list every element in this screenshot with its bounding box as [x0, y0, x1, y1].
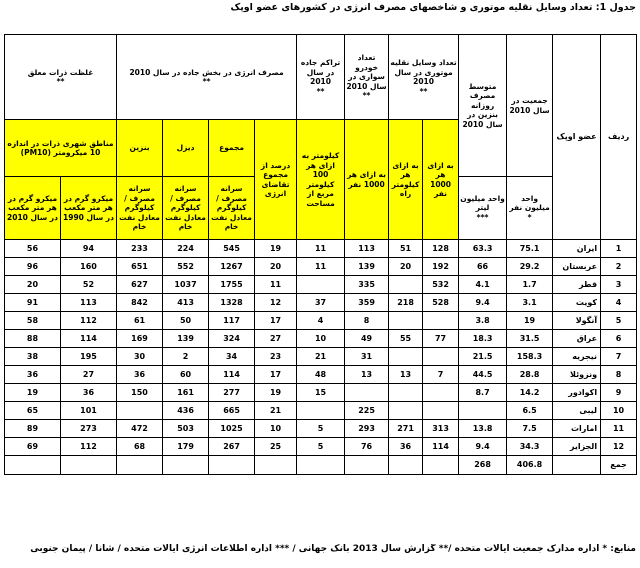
cell-population: 3.1 — [507, 294, 553, 312]
cell-energy-gasoline: 36 — [117, 366, 163, 384]
cell-energy-diesel: 224 — [163, 240, 209, 258]
header-pm-1990: میکرو گرم در هر متر مکعب در سال 1990 — [61, 177, 117, 240]
cell-veh-per-km: 218 — [389, 294, 423, 312]
cell-pm-2010: 19 — [5, 384, 61, 402]
table-row — [5, 276, 637, 294]
cell-veh-per-km — [389, 384, 423, 402]
cell-road-density: 11 — [297, 240, 345, 258]
cell-veh-per-km: 271 — [389, 420, 423, 438]
cell-veh-per-1000: 532 — [423, 276, 459, 294]
cell-population: 34.3 — [507, 438, 553, 456]
cell-energy-total: 545 — [209, 240, 255, 258]
cell-row-number: 7 — [601, 348, 637, 366]
total-blank-cell — [117, 456, 163, 475]
cell-veh-per-km: 55 — [389, 330, 423, 348]
table-row — [5, 366, 637, 384]
cell-pm-2010: 36 — [5, 366, 61, 384]
cell-energy-gasoline: 627 — [117, 276, 163, 294]
cell-pm-2010: 58 — [5, 312, 61, 330]
cell-road-density: 15 — [297, 384, 345, 402]
cell-fuel-use: 9.4 — [459, 438, 507, 456]
header-fuel-use: متوسط مصرف روزانه بنزین در سال 2010 — [459, 35, 507, 177]
cell-energy-diesel: 50 — [163, 312, 209, 330]
table-row — [5, 294, 637, 312]
cell-pm-1990: 195 — [61, 348, 117, 366]
header-population: جمعیت در سال 2010 — [507, 35, 553, 177]
cell-cars-per-1000: 13 — [345, 366, 389, 384]
cell-cars-per-1000: 49 — [345, 330, 389, 348]
cell-energy-diesel: 503 — [163, 420, 209, 438]
cell-cars-per-1000: 139 — [345, 258, 389, 276]
cell-road-density — [297, 276, 345, 294]
cell-pm-2010: 96 — [5, 258, 61, 276]
cell-veh-per-1000: 313 — [423, 420, 459, 438]
cell-population: 75.1 — [507, 240, 553, 258]
cell-road-density: 48 — [297, 366, 345, 384]
total-blank-member — [553, 456, 601, 475]
header-energy-pct: درصد از مجموع تقاضای انرژی — [255, 120, 297, 240]
cell-pm-1990: 112 — [61, 312, 117, 330]
header-fuel-unit: واحد میلیون لیتر *** — [459, 177, 507, 240]
cell-energy-pct: 19 — [255, 240, 297, 258]
cell-fuel-use: 3.8 — [459, 312, 507, 330]
header-pm-2010: میکرو گرم در هر متر مکعب در سال 2010 — [5, 177, 61, 240]
header-pm-sub: مناطق شهری ذرات در اندازه 10 میکرومتر (PM10) — [5, 120, 117, 177]
cell-member: ونزوئلا — [553, 366, 601, 384]
table-row — [5, 258, 637, 276]
sources-footer: منابع: * اداره مدارک جمعیت ایالات متحده /** گزارش سال 2013 بانک جهانی / *** اداره اطلاعات انرژی ایالات متحده / شانا / پیمان جنوبی — [30, 544, 636, 554]
cell-energy-gasoline: 472 — [117, 420, 163, 438]
cell-fuel-use: 66 — [459, 258, 507, 276]
total-population: 406.8 — [507, 456, 553, 475]
header-cars: تعداد خودرو سواری در سال 2010 ** — [345, 35, 389, 120]
cell-veh-per-km — [389, 276, 423, 294]
cell-pm-2010: 88 — [5, 330, 61, 348]
cell-row-number: 9 — [601, 384, 637, 402]
table-row — [5, 438, 637, 456]
cell-cars-per-1000: 31 — [345, 348, 389, 366]
cell-road-density: 21 — [297, 348, 345, 366]
header-energy-diesel: دیزل — [163, 120, 209, 177]
header-energy-total-unit: سرانه مصرف / کیلوگرم معادل نفت خام — [209, 177, 255, 240]
table-row — [5, 384, 637, 402]
cell-veh-per-1000: 114 — [423, 438, 459, 456]
cell-energy-gasoline: 68 — [117, 438, 163, 456]
cell-road-density: 11 — [297, 258, 345, 276]
cell-energy-total: 267 — [209, 438, 255, 456]
cell-veh-per-1000 — [423, 348, 459, 366]
cell-cars-per-1000 — [345, 384, 389, 402]
cell-road-density: 37 — [297, 294, 345, 312]
cell-energy-pct: 10 — [255, 420, 297, 438]
cell-population: 6.5 — [507, 402, 553, 420]
cell-pm-1990: 160 — [61, 258, 117, 276]
cell-veh-per-km: 51 — [389, 240, 423, 258]
cell-energy-diesel: 161 — [163, 384, 209, 402]
total-label: جمع — [601, 456, 637, 475]
cell-energy-pct: 17 — [255, 366, 297, 384]
table-row — [5, 420, 637, 438]
cell-energy-diesel: 179 — [163, 438, 209, 456]
cell-cars-per-1000: 335 — [345, 276, 389, 294]
cell-veh-per-1000 — [423, 312, 459, 330]
cell-row-number: 3 — [601, 276, 637, 294]
cell-energy-gasoline — [117, 402, 163, 420]
cell-energy-total: 277 — [209, 384, 255, 402]
cell-row-number: 12 — [601, 438, 637, 456]
cell-energy-diesel: 552 — [163, 258, 209, 276]
table-row — [5, 330, 637, 348]
cell-population: 19 — [507, 312, 553, 330]
total-blank-cell — [61, 456, 117, 475]
cell-cars-per-1000: 225 — [345, 402, 389, 420]
cell-row-number: 11 — [601, 420, 637, 438]
cell-member: ایران — [553, 240, 601, 258]
cell-energy-total: 324 — [209, 330, 255, 348]
cell-veh-per-km: 13 — [389, 366, 423, 384]
cell-veh-per-1000: 192 — [423, 258, 459, 276]
cell-population: 14.2 — [507, 384, 553, 402]
cell-fuel-use: 63.3 — [459, 240, 507, 258]
cell-pm-1990: 273 — [61, 420, 117, 438]
cell-veh-per-1000: 7 — [423, 366, 459, 384]
header-veh-per-km: به ازای هر کیلومتر راه — [389, 120, 423, 240]
cell-pm-1990: 114 — [61, 330, 117, 348]
cell-fuel-use: 21.5 — [459, 348, 507, 366]
cell-road-density: 4 — [297, 312, 345, 330]
cell-pm-1990: 36 — [61, 384, 117, 402]
total-blank-cell — [423, 456, 459, 475]
cell-energy-pct: 12 — [255, 294, 297, 312]
cell-fuel-use: 13.8 — [459, 420, 507, 438]
cell-energy-diesel: 436 — [163, 402, 209, 420]
cell-member: لیبی — [553, 402, 601, 420]
cell-row-number: 1 — [601, 240, 637, 258]
cell-energy-diesel: 413 — [163, 294, 209, 312]
cell-pm-2010: 20 — [5, 276, 61, 294]
cell-veh-per-km — [389, 312, 423, 330]
header-pm: غلظت ذرات معلق ** — [5, 35, 117, 120]
cell-energy-total: 117 — [209, 312, 255, 330]
cell-veh-per-km: 36 — [389, 438, 423, 456]
cell-pm-1990: 27 — [61, 366, 117, 384]
cell-road-density: 5 — [297, 438, 345, 456]
total-blank-cell — [345, 456, 389, 475]
cell-energy-gasoline: 169 — [117, 330, 163, 348]
cell-energy-total: 1025 — [209, 420, 255, 438]
cell-road-density — [297, 402, 345, 420]
table-row — [5, 402, 637, 420]
cell-member: کویت — [553, 294, 601, 312]
cell-pm-1990: 94 — [61, 240, 117, 258]
cell-row-number: 6 — [601, 330, 637, 348]
table-row — [5, 348, 637, 366]
header-road-density: تراکم جاده در سال 2010 ** — [297, 35, 345, 120]
cell-population: 28.8 — [507, 366, 553, 384]
table-total-row — [5, 456, 637, 475]
cell-energy-gasoline: 842 — [117, 294, 163, 312]
cell-energy-total: 114 — [209, 366, 255, 384]
total-blank-cell — [209, 456, 255, 475]
cell-pm-1990: 52 — [61, 276, 117, 294]
table-caption: جدول 1: تعداد وسایل نقلیه موتوری و شاخصهای مصرف انرژی در کشورهای عضو اوپک — [230, 2, 636, 13]
cell-energy-pct: 27 — [255, 330, 297, 348]
table-row — [5, 240, 637, 258]
cell-member: عراق — [553, 330, 601, 348]
cell-energy-gasoline: 30 — [117, 348, 163, 366]
cell-member: امارات — [553, 420, 601, 438]
cell-cars-per-1000: 359 — [345, 294, 389, 312]
cell-row-number: 4 — [601, 294, 637, 312]
cell-row-number: 2 — [601, 258, 637, 276]
cell-member: نیجریه — [553, 348, 601, 366]
cell-energy-pct: 11 — [255, 276, 297, 294]
header-energy-gasoline: بنزین — [117, 120, 163, 177]
cell-pm-1990: 113 — [61, 294, 117, 312]
cell-energy-pct: 21 — [255, 402, 297, 420]
cell-veh-per-1000 — [423, 384, 459, 402]
cell-population: 1.7 — [507, 276, 553, 294]
cell-pm-1990: 112 — [61, 438, 117, 456]
header-veh-per-1000: به ازای هر 1000 نفر — [423, 120, 459, 240]
cell-veh-per-1000 — [423, 402, 459, 420]
cell-veh-per-km: 20 — [389, 258, 423, 276]
cell-pm-2010: 38 — [5, 348, 61, 366]
cell-energy-pct: 17 — [255, 312, 297, 330]
cell-energy-gasoline: 233 — [117, 240, 163, 258]
cell-energy-total: 1267 — [209, 258, 255, 276]
cell-fuel-use: 4.1 — [459, 276, 507, 294]
cell-road-density: 10 — [297, 330, 345, 348]
cell-population: 31.5 — [507, 330, 553, 348]
header-energy: مصرف انرژی در بخش جاده در سال 2010 ** — [117, 35, 297, 120]
cell-veh-per-km — [389, 348, 423, 366]
header-vehicles: تعداد وسایل نقلیه موتوری در سال 2010 ** — [389, 35, 459, 120]
cell-energy-gasoline: 651 — [117, 258, 163, 276]
cell-fuel-use: 8.7 — [459, 384, 507, 402]
cell-fuel-use: 44.5 — [459, 366, 507, 384]
cell-energy-gasoline: 150 — [117, 384, 163, 402]
header-member: عضو اوپک — [553, 35, 601, 240]
cell-pm-2010: 89 — [5, 420, 61, 438]
cell-population: 7.5 — [507, 420, 553, 438]
cell-energy-diesel: 139 — [163, 330, 209, 348]
header-energy-total: مجموع — [209, 120, 255, 177]
cell-member: عربستان — [553, 258, 601, 276]
cell-pm-2010: 91 — [5, 294, 61, 312]
header-road-density-unit: کیلومتر به ازای هر 100 کیلومتر مربع از مساحت — [297, 120, 345, 240]
header-row-number: ردیف — [601, 35, 637, 240]
cell-cars-per-1000: 293 — [345, 420, 389, 438]
cell-member: آنگولا — [553, 312, 601, 330]
cell-pm-1990: 101 — [61, 402, 117, 420]
header-cars-per-1000: به ازای هر 1000 نفر — [345, 120, 389, 240]
cell-energy-diesel: 1037 — [163, 276, 209, 294]
cell-energy-pct: 23 — [255, 348, 297, 366]
cell-row-number: 5 — [601, 312, 637, 330]
cell-energy-gasoline: 61 — [117, 312, 163, 330]
cell-population: 29.2 — [507, 258, 553, 276]
total-blank-cell — [255, 456, 297, 475]
cell-energy-pct: 20 — [255, 258, 297, 276]
cell-veh-per-km — [389, 402, 423, 420]
cell-veh-per-1000: 77 — [423, 330, 459, 348]
cell-road-density: 5 — [297, 420, 345, 438]
total-blank-cell — [389, 456, 423, 475]
cell-energy-total: 34 — [209, 348, 255, 366]
cell-member: اکوادور — [553, 384, 601, 402]
cell-fuel-use: 9.4 — [459, 294, 507, 312]
cell-member: الجزایر — [553, 438, 601, 456]
opec-vehicles-table — [4, 34, 637, 475]
cell-veh-per-1000: 128 — [423, 240, 459, 258]
cell-energy-pct: 19 — [255, 384, 297, 402]
total-fuel-use: 268 — [459, 456, 507, 475]
total-blank-cell — [163, 456, 209, 475]
cell-fuel-use — [459, 402, 507, 420]
cell-energy-diesel: 2 — [163, 348, 209, 366]
cell-cars-per-1000: 76 — [345, 438, 389, 456]
cell-cars-per-1000: 113 — [345, 240, 389, 258]
cell-energy-total: 1755 — [209, 276, 255, 294]
cell-veh-per-1000: 528 — [423, 294, 459, 312]
cell-energy-total: 665 — [209, 402, 255, 420]
header-energy-diesel-unit: سرانه مصرف / کیلوگرم معادل نفت خام — [163, 177, 209, 240]
cell-population: 158.3 — [507, 348, 553, 366]
total-blank-cell — [297, 456, 345, 475]
cell-fuel-use: 18.3 — [459, 330, 507, 348]
cell-row-number: 8 — [601, 366, 637, 384]
cell-member: قطر — [553, 276, 601, 294]
total-blank-cell — [5, 456, 61, 475]
cell-row-number: 10 — [601, 402, 637, 420]
table-row — [5, 312, 637, 330]
cell-energy-total: 1328 — [209, 294, 255, 312]
cell-energy-pct: 25 — [255, 438, 297, 456]
cell-energy-diesel: 60 — [163, 366, 209, 384]
header-energy-gasoline-unit: سرانه مصرف / کیلوگرم معادل نفت خام — [117, 177, 163, 240]
cell-pm-2010: 65 — [5, 402, 61, 420]
header-population-unit: واحد میلیون نفر * — [507, 177, 553, 240]
cell-cars-per-1000: 8 — [345, 312, 389, 330]
cell-pm-2010: 69 — [5, 438, 61, 456]
cell-pm-2010: 56 — [5, 240, 61, 258]
